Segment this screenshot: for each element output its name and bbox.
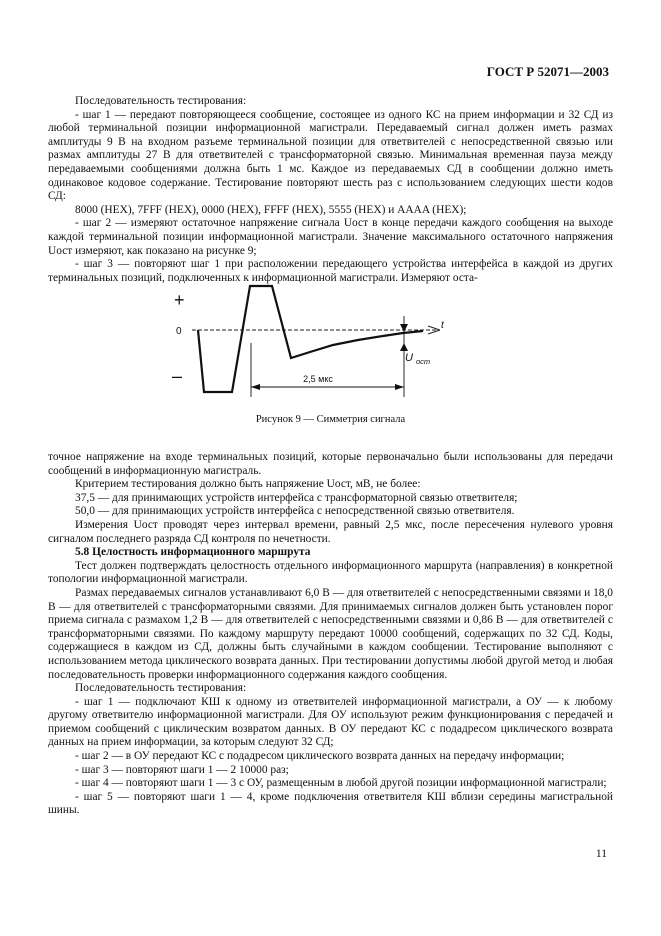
paragraph: - шаг 3 — повторяют шаги 1 — 2 10000 раз; (75, 763, 289, 776)
paragraph: - шаг 5 — повторяют шаги 1 — 4, кроме подключения ответвителя КШ вблизи середины магистральной шины. (48, 790, 613, 817)
page-number: 11 (595, 848, 607, 860)
text-block-top (48, 95, 613, 285)
minus-label: – (172, 366, 183, 386)
dimension-arrow (251, 384, 260, 390)
paragraph: 37,5 — для принимающих устройств интерфейса с трансформаторной связью ответвителя; (75, 491, 518, 504)
u-label-symbol: U (405, 352, 413, 364)
section-heading: 5.8 Целостность информационного маршрута (75, 546, 311, 559)
dimension-arrow (395, 384, 404, 390)
residual-voltage-arrow (400, 343, 408, 351)
duration-label: 2,5 мкс (303, 374, 333, 384)
u-residual-label (405, 352, 430, 366)
time-axis-label: t (441, 320, 444, 331)
axis-arrow (428, 326, 440, 330)
paragraph: Последовательность тестирования: (75, 682, 247, 695)
zero-label: 0 (176, 326, 182, 337)
paragraph: Измерения Uост проводят через интервал времени, равный 2,5 мкс, после пересечения нулевого уровня сигналом последнего разряда СД контроля по нечетности. (48, 518, 613, 545)
paragraph: - шаг 3 — повторяют шаг 1 при расположении передающего устройства интерфейса в каждой из других терминальных позиций, подключенных к информационной магистрали. Измеряют оста- (48, 258, 613, 284)
paragraph: Критерием тестирования должно быть напряжение Uост, мВ, не более: (75, 478, 421, 491)
signal-symmetry-figure (158, 283, 478, 401)
paragraph: Последовательность тестирования: (75, 95, 247, 107)
figure-caption: Рисунок 9 — Симметрия сигнала (255, 414, 406, 425)
paragraph: Размах передаваемых сигналов устанавливают 6,0 В — для ответвителей с непосредственными связями и 18,0 В — для ответвителей с трансформаторными связями. Для принимаемых сигналов должен быть установлен порог приема сигнала с размахом 1,2 В — для ответвителей с непосредственными связями и 0,86 В — для ответвителей с трансформаторными связями. По каждому маршруту передают 10000 сообщений, содержащих по 32 СД. Коды, содержащиеся в каждом из СД, должны быть случайными в каждом сообщении. Тестирование выполняют с использованием метода циклического возврата данных. При тестировании допустимы любой другой метод и любая последовательность проверки информационного содержания каждого сообщения. (48, 586, 613, 681)
paragraph: - шаг 1 — передают повторяющееся сообщение, состоящее из одного КС на прием информации и 32 СД из любой терминальной позиции информационной магистрали. Передаваемый сигнал должен иметь размах амплитуды 9 В на входном разъеме терминальной позиции для ответвителей с непосредственной связью или размах амплитуды 27 В для ответвителей с трансформаторной связью. Минимальная временная пауза между передаваемыми сообщениями должна быть 1 мс. Каждое из передаваемых СД в сообщении должно иметь одинаковое кодовое содержание. Тестирование повторяют шесть раз с использованием следующих шести кодов СД: (48, 108, 613, 203)
u-label-subscript: ост (416, 357, 431, 366)
plus-label: + (174, 290, 185, 310)
paragraph: 8000 (HEX), 7FFF (HEX), 0000 (HEX), FFFF (HEX), 5555 (HEX) и AAAA (HEX); (75, 203, 467, 216)
paragraph: - шаг 1 — подключают КШ к одному из ответвителей информационной магистрали, а ОУ — к любому другому ответвителю информационной магистрали. Для ОУ используют режим функционирования с передачей и приемом сообщений с циклическим возвратом данных. В ОУ передают КС с подадресом циклического возврата данных на прием информации, за которым следуют 32 СД; (48, 695, 613, 749)
paragraph: - шаг 4 — повторяют шаги 1 — 3 с ОУ, размещенным в любой другой позиции информационной магистрали; (75, 777, 607, 790)
paragraph: Тест должен подтверждать целостность отдельного информационного маршрута (направления) в конкретной топологии информационной магистрали. (48, 559, 613, 586)
residual-voltage-arrow (400, 324, 408, 332)
axis-arrow (428, 330, 440, 334)
paragraph: - шаг 2 — измеряют остаточное напряжение сигнала Uост в конце передачи каждого сообщения на выходе каждой терминальной позиции информационной магистрали. Значение максимального остаточного напряжения Uост измеряют, как показано на рисунке 9; (48, 217, 613, 257)
paragraph: - шаг 2 — в ОУ передают КС с подадресом циклического возврата данных на передачу информации; (75, 750, 565, 763)
paragraph: точное напряжение на входе терминальных позиций, которые первоначально были использованы для передачи сообщений в информационную магистраль. (48, 451, 613, 477)
text-block-bottom (48, 451, 613, 818)
paragraph: 50,0 — для принимающих устройств интерфейса с непосредственной связью ответвителя. (75, 505, 515, 518)
document-header: ГОСТ Р 52071—2003 (486, 64, 609, 79)
